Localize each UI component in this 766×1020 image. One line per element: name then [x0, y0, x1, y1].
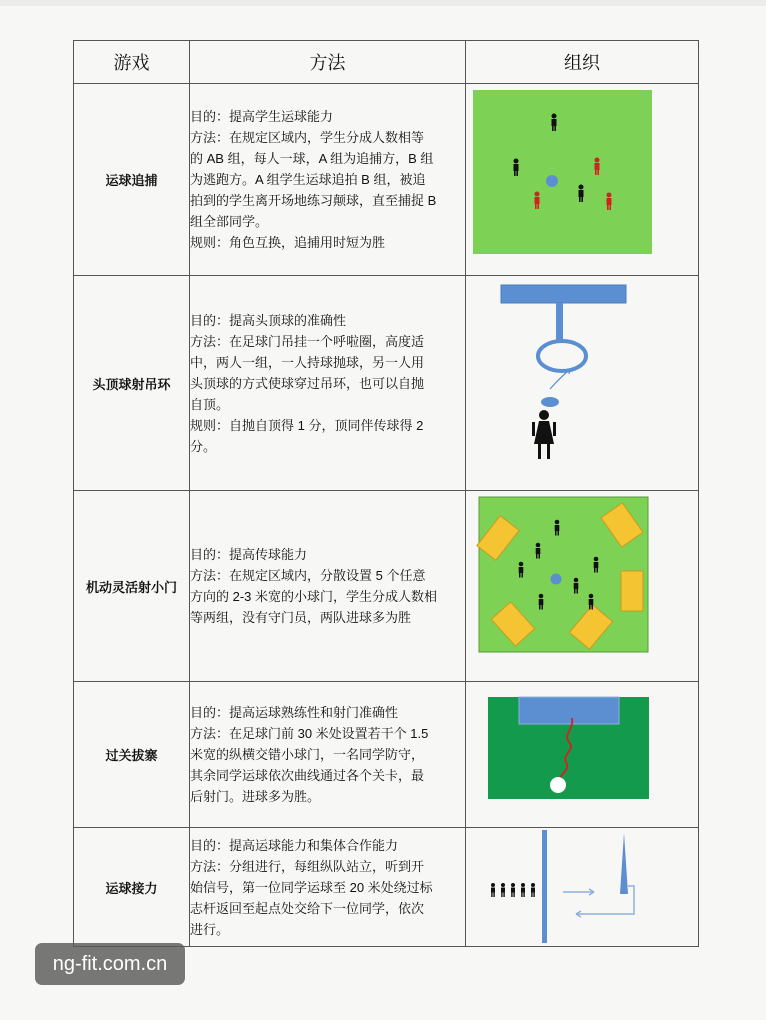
relay-diagram [466, 828, 698, 946]
small-goals-diagram [466, 491, 698, 681]
header-game: 游戏 [74, 41, 190, 84]
marker-pole [620, 833, 628, 894]
header-org: 组织 [466, 41, 699, 84]
method-line: 目的：提高运球熟练性和射门准确性 [190, 705, 399, 720]
method-cell [190, 491, 466, 682]
ball [546, 175, 558, 187]
method-cell [190, 276, 466, 491]
method-line: 米宽的纵横交错小球门，一名同学防守， [190, 747, 425, 762]
table-row [74, 682, 699, 828]
table-row [74, 491, 699, 682]
org-cell [466, 491, 699, 682]
method-line: 拍到的学生离开场地练习颠球，直至捕捉 B [190, 193, 437, 208]
method-line: 后射门。进球多为胜。 [190, 789, 321, 804]
games-table [73, 40, 699, 947]
top-edge [0, 0, 766, 6]
hula-hoop [538, 341, 586, 371]
ball [551, 574, 562, 585]
method-line: 方向的 2-3 米宽的小球门，学生分成人数相 [190, 589, 438, 604]
method-line: 进行。 [190, 921, 230, 937]
method-line: 其余同学运球依次曲线通过各个关卡，最 [190, 768, 425, 783]
table-row [74, 828, 699, 947]
field [473, 90, 652, 254]
org-cell [466, 84, 699, 276]
method-line: 目的：提高头顶球的准确性 [190, 312, 347, 328]
org-cell [466, 276, 699, 491]
method-line: 的 AB 组，每人一球，A 组为追捕方，B 组 [190, 151, 434, 166]
ball [541, 397, 559, 407]
method-line: 方法：在足球门前 30 米处设置若干个 1.5 [190, 726, 429, 741]
watermark-badge: ng-fit.com.cn [35, 943, 185, 985]
hoop-diagram [466, 276, 698, 490]
method-cell [190, 828, 466, 947]
method-line: 规则：角色互换，追捕用时短为胜 [190, 235, 386, 250]
method-line: 目的：提高运球能力和集体合作能力 [190, 837, 399, 853]
player-icon [511, 883, 515, 897]
goal [519, 697, 619, 724]
game-name: 运球接力 [74, 828, 190, 947]
method-line: 中，两人一组，一人持球抛球，另一人用 [190, 354, 425, 370]
hanging-rod [556, 303, 563, 343]
game-name: 头顶球射吊环 [74, 276, 190, 491]
org-cell [466, 828, 699, 947]
method-line: 方法：分组进行，每组纵队站立，听到开 [190, 858, 425, 874]
goal-bar [501, 285, 626, 303]
method-line: 自顶。 [190, 396, 230, 412]
player-icon [531, 883, 535, 897]
method-line: 始信号，第一位同学运球至 20 米处绕过标 [190, 879, 433, 895]
method-line: 组全部同学。 [190, 214, 269, 229]
method-line: 分。 [190, 438, 217, 454]
method-line: 头顶球的方式使球穿过吊环，也可以自抛 [190, 375, 425, 391]
method-line: 方法：在规定区域内，学生分成人数相等 [190, 130, 425, 145]
org-cell [466, 682, 699, 828]
player-icon [491, 883, 495, 897]
method-line: 为逃跑方。A 组学生运球追拍 B 组，被追 [190, 172, 426, 187]
small-goal [621, 571, 643, 611]
player-icon [521, 883, 525, 897]
start-line [542, 830, 547, 943]
method-line: 目的：提高学生运球能力 [190, 109, 334, 124]
game-name: 过关拔寨 [74, 682, 190, 828]
table-row [74, 276, 699, 491]
header-row [74, 41, 699, 84]
method-cell [190, 682, 466, 828]
header-method: 方法 [190, 41, 466, 84]
game-name: 机动灵活射小门 [74, 491, 190, 682]
chase-field-diagram [466, 84, 698, 275]
game-name: 运球追捕 [74, 84, 190, 276]
player-icon [501, 883, 505, 897]
method-line: 目的：提高传球能力 [190, 547, 308, 562]
method-line: 等两组，没有守门员，两队进球多为胜 [190, 610, 412, 625]
shooting-diagram [466, 682, 698, 827]
method-line: 规则：自抛自顶得 1 分，顶同伴传球得 2 [190, 417, 424, 433]
method-line: 方法：在规定区域内，分散设置 5 个任意 [190, 568, 426, 583]
method-line: 方法：在足球门吊挂一个呼啦圈，高度适 [190, 333, 425, 349]
method-line: 志杆返回至起点处交给下一位同学，依次 [190, 900, 425, 916]
player-icon [532, 410, 556, 459]
table-row [74, 84, 699, 276]
ball [550, 777, 566, 793]
method-cell [190, 84, 466, 276]
